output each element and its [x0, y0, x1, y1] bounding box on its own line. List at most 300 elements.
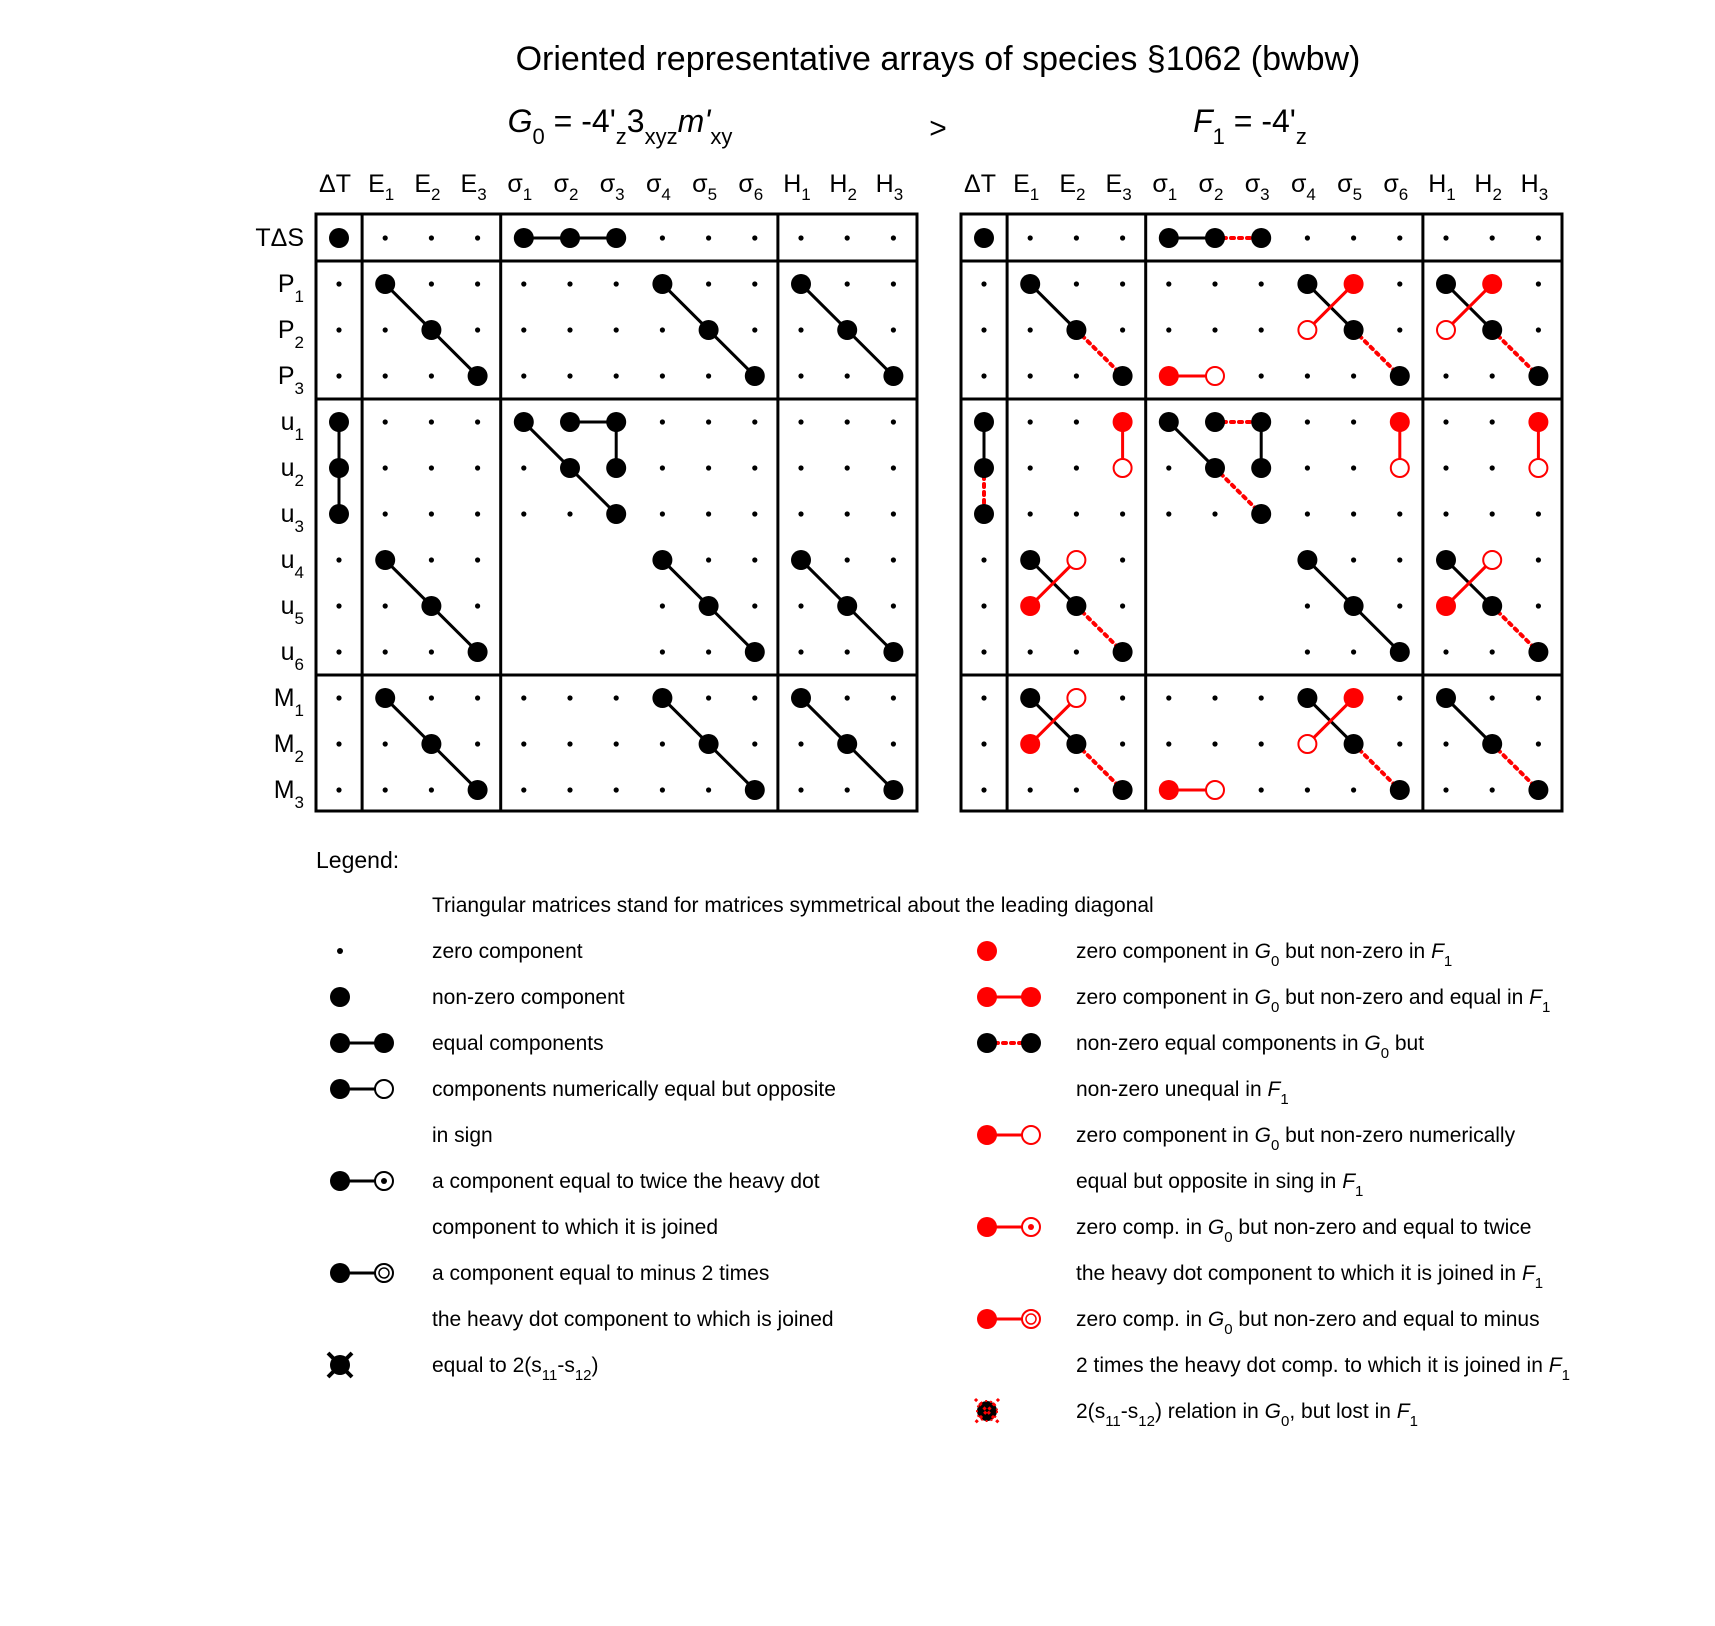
twice-symbol-icon [330, 1171, 393, 1191]
zero-dot [383, 327, 388, 332]
red-dot [1113, 412, 1133, 432]
heavy-dot [468, 366, 488, 386]
zero-dot [845, 649, 850, 654]
zero-dot [429, 465, 434, 470]
zero-dot [567, 511, 572, 516]
zero-dot [1490, 649, 1495, 654]
left-col-label: $H_1$ [783, 170, 811, 204]
zero-dot [752, 465, 757, 470]
heavy-dot [421, 734, 441, 754]
right-col-label: $E_1$ [1013, 170, 1040, 204]
equal-symbol-icon [330, 1033, 394, 1053]
zero-dot [1536, 557, 1541, 562]
zero-dot [336, 741, 341, 746]
zero-dot [1166, 465, 1171, 470]
zero-dot [567, 373, 572, 378]
zero-dot [1397, 281, 1402, 286]
zero-dot [475, 695, 480, 700]
heavy-dot [1205, 458, 1225, 478]
zero-dot [1120, 235, 1125, 240]
figure-title: Oriented representative arrays of species §1062 (bwbw) [515, 40, 1361, 78]
legend-title: Legend: [316, 847, 400, 873]
zero-dot [336, 557, 341, 562]
legend-text: zero comp. in $G_0$ but non-zero and equal to minus [1076, 1308, 1540, 1338]
heavy-dot [560, 228, 580, 248]
left-matrix [316, 170, 917, 811]
red-equal-symbol-icon [977, 987, 1041, 1007]
right-matrix [961, 170, 1562, 811]
right-group-label [1193, 103, 1307, 149]
row-label: $P_2$ [277, 316, 304, 352]
zero-dot [1028, 419, 1033, 424]
zero-dot [981, 603, 986, 608]
heavy-dot [1297, 550, 1317, 570]
zero-dot [429, 787, 434, 792]
heavy-dot [329, 504, 349, 524]
heavy-dot [606, 458, 626, 478]
zero-dot [660, 603, 665, 608]
zero-dot [1536, 695, 1541, 700]
red-dot [1159, 780, 1179, 800]
zero-dot [336, 373, 341, 378]
zero-dot [383, 373, 388, 378]
zero-dot [706, 373, 711, 378]
zero-dot [1536, 327, 1541, 332]
zero-dot [1305, 511, 1310, 516]
zero-dot [891, 419, 896, 424]
red-opposite-symbol-icon [977, 1125, 1040, 1145]
zero-dot [660, 511, 665, 516]
zero-dot [1351, 649, 1356, 654]
right-col-label: $\sigma_5$ [1337, 170, 1363, 204]
zero-dot [752, 557, 757, 562]
zero-dot [1305, 649, 1310, 654]
group-relation: > [929, 112, 947, 145]
zero-dot [981, 327, 986, 332]
zero-dot [706, 235, 711, 240]
heavy-dot [1251, 504, 1271, 524]
zero-dot [429, 419, 434, 424]
heavy-dot [699, 596, 719, 616]
red-open-dot [1391, 459, 1409, 477]
zero-dot [798, 235, 803, 240]
zero-dot [1397, 603, 1402, 608]
heavy-dot [1390, 780, 1410, 800]
heavy-dot [791, 550, 811, 570]
zero-dot [798, 741, 803, 746]
red-open-dot [1298, 321, 1316, 339]
zero-dot [1166, 695, 1171, 700]
zero-dot [845, 235, 850, 240]
zero-dot [1351, 557, 1356, 562]
zero-dot [660, 327, 665, 332]
zero-dot [660, 741, 665, 746]
heavy-dot-symbol-icon [330, 987, 350, 1007]
heavy-dot [1066, 734, 1086, 754]
zero-dot [336, 787, 341, 792]
zero-dot [1397, 511, 1402, 516]
zero-dot [706, 557, 711, 562]
right-col-label: $\sigma_2$ [1198, 170, 1224, 204]
heavy-dot [421, 596, 441, 616]
zero-dot [1305, 465, 1310, 470]
zero-dot [383, 511, 388, 516]
zero-dot [475, 557, 480, 562]
left-col-label: $E_3$ [460, 170, 487, 204]
zero-dot [798, 419, 803, 424]
zero-dot [706, 511, 711, 516]
legend-text: zero component [432, 940, 583, 963]
zero-dot [845, 787, 850, 792]
heavy-dot [1528, 642, 1548, 662]
zero-dot [706, 787, 711, 792]
heavy-dot [1113, 780, 1133, 800]
red-dot-symbol-icon [977, 941, 997, 961]
zero-dot [1305, 235, 1310, 240]
zero-dot [614, 787, 619, 792]
red-dot [1390, 412, 1410, 432]
legend-text: non-zero component [432, 986, 625, 1009]
legend-text: equal components [432, 1032, 604, 1055]
zero-dot [706, 695, 711, 700]
legend-text: in sign [432, 1124, 493, 1147]
red-dot [1159, 366, 1179, 386]
zero-dot [752, 235, 757, 240]
zero-dot [1028, 235, 1033, 240]
heavy-dot [1020, 274, 1040, 294]
heavy-dot [652, 550, 672, 570]
zero-dot [752, 511, 757, 516]
zero-dot [1074, 465, 1079, 470]
zero-dot [567, 695, 572, 700]
cross-symbol-icon [328, 1353, 352, 1377]
zero-dot [660, 373, 665, 378]
zero-dot [1443, 649, 1448, 654]
zero-dot [1120, 281, 1125, 286]
zero-dot [891, 281, 896, 286]
zero-dot [336, 695, 341, 700]
zero-dot [1351, 419, 1356, 424]
row-label: $u_4$ [280, 546, 304, 582]
heavy-dot [375, 274, 395, 294]
zero-dot [1212, 281, 1217, 286]
zero-dot [1120, 557, 1125, 562]
zero-dot [1028, 373, 1033, 378]
zero-dot [1074, 419, 1079, 424]
heavy-dot [1528, 780, 1548, 800]
zero-dot [981, 695, 986, 700]
heavy-dot [1251, 412, 1271, 432]
row-labels [255, 224, 304, 812]
zero-dot [1120, 603, 1125, 608]
red-dot [1020, 596, 1040, 616]
zero-dot [1259, 373, 1264, 378]
zero-dot [845, 465, 850, 470]
red-twice-symbol-icon [977, 1217, 1040, 1237]
left-col-label: $\sigma_4$ [645, 170, 671, 204]
zero-dot [1397, 327, 1402, 332]
red-dot [1528, 412, 1548, 432]
zero-dot [1074, 281, 1079, 286]
zero-dot [660, 419, 665, 424]
zero-dot [981, 787, 986, 792]
zero-dot [1536, 235, 1541, 240]
right-col-label: ΔT [964, 170, 996, 198]
zero-dot [475, 603, 480, 608]
zero-dot [521, 741, 526, 746]
dotted-equal-symbol-icon [977, 1033, 1041, 1053]
zero-dot [845, 419, 850, 424]
zero-dot [429, 235, 434, 240]
zero-dot [383, 235, 388, 240]
heavy-dot [745, 780, 765, 800]
heavy-dot [1205, 412, 1225, 432]
zero-dot [1212, 511, 1217, 516]
legend-note: Triangular matrices stand for matrices symmetrical about the leading diagonal [432, 894, 1154, 917]
left-col-label: $H_3$ [875, 170, 904, 204]
heavy-dot [1020, 688, 1040, 708]
zero-dot [798, 787, 803, 792]
zero-dot [752, 281, 757, 286]
left-group-text: $G_0 = -4'_z3_{xyz}m'_{xy}$ [507, 103, 733, 149]
zero-dot [475, 511, 480, 516]
heavy-dot [514, 228, 534, 248]
zero-dot [845, 557, 850, 562]
zero-dot [1397, 235, 1402, 240]
zero-dot [1259, 327, 1264, 332]
red-dot [1482, 274, 1502, 294]
zero-dot [429, 557, 434, 562]
red-dot [1344, 688, 1364, 708]
zero-dot [1166, 511, 1171, 516]
heavy-dot [974, 412, 994, 432]
heavy-dot [606, 228, 626, 248]
heavy-dot [1297, 274, 1317, 294]
left-col-label: $\sigma_2$ [553, 170, 579, 204]
zero-dot [1351, 511, 1356, 516]
zero-dot [336, 649, 341, 654]
heavy-dot [837, 596, 857, 616]
heavy-dot [837, 734, 857, 754]
red-open-dot [1298, 735, 1316, 753]
red-dot [1020, 734, 1040, 754]
heavy-dot [974, 504, 994, 524]
heavy-dot [1390, 642, 1410, 662]
zero-dot [1490, 465, 1495, 470]
zero-dot [1490, 373, 1495, 378]
zero-dot [1074, 235, 1079, 240]
heavy-dot [1344, 734, 1364, 754]
right-col-label: $E_3$ [1105, 170, 1132, 204]
heavy-dot [1436, 688, 1456, 708]
zero-dot [1443, 235, 1448, 240]
zero-dot [1028, 327, 1033, 332]
zero-dot [1259, 281, 1264, 286]
row-label: $M_2$ [273, 730, 304, 766]
red-cross-symbol-icon [975, 1399, 999, 1423]
heavy-dot [1020, 550, 1040, 570]
right-col-label: $\sigma_4$ [1290, 170, 1316, 204]
heavy-dot [883, 780, 903, 800]
heavy-dot [1251, 228, 1271, 248]
zero-dot [891, 327, 896, 332]
zero-dot [567, 281, 572, 286]
legend-text: a component equal to twice the heavy dot [432, 1170, 820, 1193]
zero-dot [475, 741, 480, 746]
zero-dot [1305, 787, 1310, 792]
heavy-dot [837, 320, 857, 340]
zero-dot [1259, 741, 1264, 746]
zero-dot [1490, 419, 1495, 424]
heavy-dot [1066, 320, 1086, 340]
zero-dot [981, 741, 986, 746]
heavy-dot [514, 412, 534, 432]
legend-text: components numerically equal but opposite [432, 1078, 836, 1101]
heavy-dot [974, 228, 994, 248]
heavy-dot [1251, 458, 1271, 478]
zero-dot [981, 373, 986, 378]
zero-dot [521, 787, 526, 792]
red-open-dot [1483, 551, 1501, 569]
left-col-label: $\sigma_1$ [507, 170, 533, 204]
zero-dot [706, 649, 711, 654]
zero-dot [1351, 235, 1356, 240]
heavy-dot [1297, 688, 1317, 708]
heavy-dot [329, 412, 349, 432]
zero-dot [660, 235, 665, 240]
zero-dot [336, 327, 341, 332]
right-col-label: $E_2$ [1059, 170, 1086, 204]
zero-dot [891, 603, 896, 608]
row-label: $P_1$ [277, 270, 304, 306]
zero-dot [1074, 511, 1079, 516]
red-minus-two-symbol-icon [977, 1309, 1040, 1329]
zero-dot [1536, 511, 1541, 516]
zero-dot [1443, 373, 1448, 378]
zero-dot [1443, 465, 1448, 470]
zero-dot [521, 327, 526, 332]
heavy-dot [1113, 642, 1133, 662]
zero-dot [1259, 787, 1264, 792]
zero-dot [1351, 787, 1356, 792]
zero-dot [798, 373, 803, 378]
zero-dot [429, 281, 434, 286]
zero-dot [1351, 373, 1356, 378]
zero-dot [798, 327, 803, 332]
left-col-label: $E_1$ [368, 170, 395, 204]
zero-dot [706, 281, 711, 286]
heavy-dot [745, 642, 765, 662]
zero-dot [383, 787, 388, 792]
heavy-dot [974, 458, 994, 478]
legend-text: the heavy dot component to which it is joined in $F_1$ [1076, 1262, 1544, 1292]
zero-dot [660, 787, 665, 792]
row-label: $u_2$ [280, 454, 304, 490]
zero-dot [981, 557, 986, 562]
zero-dot [981, 281, 986, 286]
zero-dot [891, 557, 896, 562]
heavy-dot [1482, 320, 1502, 340]
row-label: $u_3$ [280, 500, 304, 536]
heavy-dot [329, 458, 349, 478]
heavy-dot [375, 688, 395, 708]
zero-dot [845, 373, 850, 378]
legend-text: $2(s_{11}-s_{12})$ relation in $G_0$, but lost in $F_1$ [1076, 1400, 1418, 1430]
zero-dot [1536, 741, 1541, 746]
heavy-dot [1159, 228, 1179, 248]
zero-dot [1536, 603, 1541, 608]
left-col-label: $\sigma_6$ [738, 170, 764, 204]
row-label: $u_1$ [280, 408, 304, 444]
zero-dot [1443, 419, 1448, 424]
zero-dot [1490, 787, 1495, 792]
zero-dot [1397, 741, 1402, 746]
heavy-dot [421, 320, 441, 340]
red-dot [1344, 274, 1364, 294]
zero-dot [1490, 511, 1495, 516]
red-open-dot [1067, 689, 1085, 707]
zero-dot [798, 465, 803, 470]
right-col-label: $\sigma_3$ [1244, 170, 1270, 204]
legend [316, 847, 1570, 1430]
heavy-dot [883, 366, 903, 386]
zero-dot [1443, 511, 1448, 516]
left-col-label: ΔT [319, 170, 351, 198]
zero-dot [752, 327, 757, 332]
zero-dot [567, 327, 572, 332]
zero-dot [383, 741, 388, 746]
heavy-dot [1528, 366, 1548, 386]
zero-dot [1305, 373, 1310, 378]
right-col-label: $H_3$ [1520, 170, 1549, 204]
heavy-dot [1159, 412, 1179, 432]
heavy-dot [1344, 596, 1364, 616]
heavy-dot [1482, 596, 1502, 616]
zero-dot [1074, 787, 1079, 792]
zero-dot [614, 373, 619, 378]
zero-dot [567, 741, 572, 746]
zero-dot [383, 419, 388, 424]
zero-dot [521, 373, 526, 378]
heavy-dot [375, 550, 395, 570]
left-col-label: $H_2$ [829, 170, 857, 204]
zero-dot [429, 373, 434, 378]
heavy-dot [1344, 320, 1364, 340]
zero-dot [1490, 695, 1495, 700]
zero-dot [891, 695, 896, 700]
heavy-dot [1482, 734, 1502, 754]
right-group-text: $F_1 = -4'_z$ [1193, 103, 1307, 149]
heavy-dot [560, 412, 580, 432]
zero-dot [521, 695, 526, 700]
zero-dot [521, 281, 526, 286]
red-open-dot [1437, 321, 1455, 339]
legend-text: a component equal to minus 2 times [432, 1262, 770, 1285]
left-col-label: $\sigma_3$ [599, 170, 625, 204]
right-col-label: $\sigma_1$ [1152, 170, 1178, 204]
zero-dot [891, 511, 896, 516]
legend-text: zero component in $G_0$ but non-zero and equal in $F_1$ [1076, 986, 1551, 1016]
zero-dot [845, 511, 850, 516]
heavy-dot [652, 688, 672, 708]
zero-dot [614, 695, 619, 700]
red-open-dot [1529, 459, 1547, 477]
zero-dot [1166, 741, 1171, 746]
row-label: TΔS [255, 224, 304, 252]
red-open-dot [1067, 551, 1085, 569]
zero-dot [475, 327, 480, 332]
zero-dot [706, 465, 711, 470]
